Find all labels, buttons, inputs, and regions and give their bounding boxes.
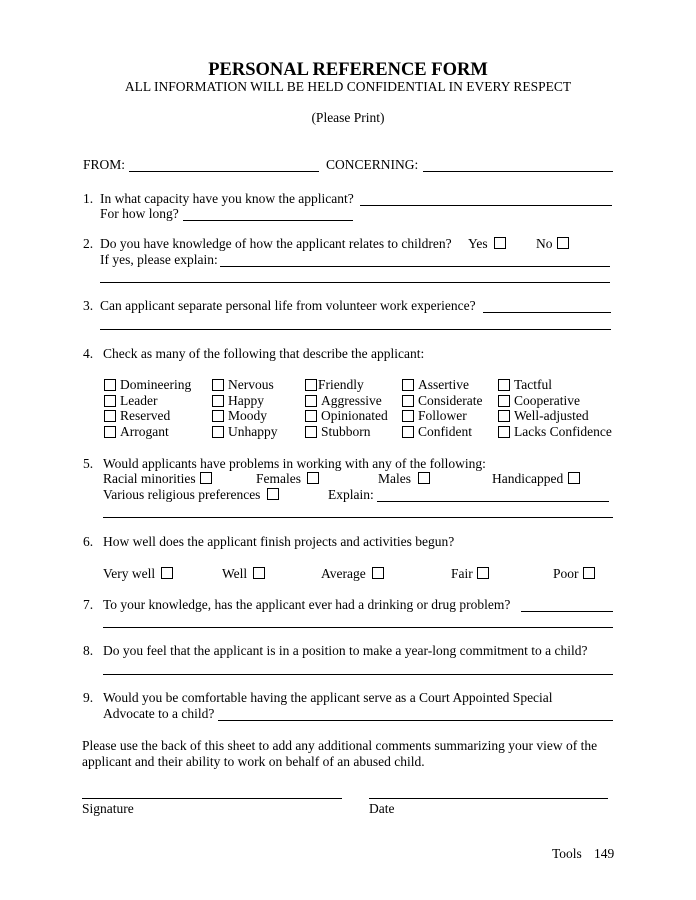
q2-sub-text: If yes, please explain:	[100, 252, 218, 267]
trait-checkbox[interactable]	[305, 379, 317, 391]
trait-checkbox[interactable]	[498, 395, 510, 407]
trait-label: Reserved	[120, 408, 171, 423]
q5-racial-label: Racial minorities	[103, 471, 196, 486]
q5-females-label: Females	[256, 471, 301, 486]
q6-average-label: Average	[321, 566, 366, 581]
q4-number: 4.	[83, 346, 94, 361]
trait-checkbox[interactable]	[212, 379, 224, 391]
trait-option[interactable]	[104, 377, 191, 393]
q9-answer-field[interactable]	[218, 720, 613, 721]
trait-option[interactable]	[212, 393, 264, 409]
trait-label: Unhappy	[228, 424, 278, 439]
trait-checkbox[interactable]	[402, 410, 414, 422]
trait-option[interactable]	[104, 393, 157, 409]
trait-checkbox[interactable]	[212, 410, 224, 422]
date-label: Date	[369, 801, 395, 816]
q1-text: In what capacity have you know the applicant?	[100, 191, 354, 206]
q7-answer-field[interactable]	[521, 611, 613, 612]
q6-very-well-label: Very well	[103, 566, 156, 581]
trait-label: Follower	[418, 408, 467, 423]
trait-option[interactable]	[104, 424, 169, 440]
trait-label: Happy	[228, 393, 264, 408]
date-field[interactable]	[369, 798, 608, 799]
q7-answer-line-2[interactable]	[103, 627, 613, 628]
trait-option[interactable]	[212, 424, 278, 440]
q6-well-checkbox[interactable]	[253, 567, 265, 579]
trait-option[interactable]	[402, 424, 472, 440]
trait-label: Leader	[120, 393, 158, 408]
trait-checkbox[interactable]	[212, 426, 224, 438]
trait-label: Arrogant	[120, 424, 169, 439]
signature-label: Signature	[82, 801, 134, 816]
comments-instruction: Please use the back of this sheet to add any additional comments summarizing your view of the	[82, 738, 598, 753]
q6-text: How well does the applicant finish projects and activities begun?	[103, 534, 455, 549]
q1-sub-text: For how long?	[100, 206, 179, 221]
trait-option[interactable]	[402, 377, 469, 393]
q5-number: 5.	[83, 456, 94, 471]
q5-explain-line-2[interactable]	[103, 517, 613, 518]
trait-checkbox[interactable]	[498, 426, 510, 438]
trait-checkbox[interactable]	[402, 379, 414, 391]
trait-checkbox[interactable]	[212, 395, 224, 407]
trait-checkbox[interactable]	[305, 426, 317, 438]
trait-label: Stubborn	[321, 424, 371, 439]
trait-checkbox[interactable]	[305, 395, 317, 407]
q6-number: 6.	[83, 534, 94, 549]
q5-text: Would applicants have problems in working with any of the following:	[103, 456, 486, 471]
trait-checkbox[interactable]	[498, 410, 510, 422]
signature-field[interactable]	[82, 798, 342, 799]
trait-option[interactable]	[402, 393, 482, 409]
trait-label: Tactful	[514, 377, 553, 392]
from-field[interactable]	[129, 171, 319, 172]
q5-racial-checkbox[interactable]	[200, 472, 212, 484]
q2-text: Do you have knowledge of how the applicant relates to children?	[100, 236, 452, 251]
q2-yes-checkbox[interactable]	[494, 237, 506, 249]
q2-number: 2.	[83, 236, 94, 251]
q8-answer-field[interactable]	[103, 674, 613, 675]
page-number: 149	[594, 846, 615, 861]
q6-well-label: Well	[222, 566, 248, 581]
q3-answer-field[interactable]	[483, 312, 611, 313]
q4-text: Check as many of the following that describe the applicant:	[103, 346, 425, 361]
trait-label: Friendly	[318, 377, 364, 392]
trait-option[interactable]	[402, 408, 467, 424]
trait-checkbox[interactable]	[104, 410, 116, 422]
trait-label: Moody	[228, 408, 268, 423]
q1-number: 1.	[83, 191, 94, 206]
q7-text: To your knowledge, has the applicant ever had a drinking or drug problem?	[103, 597, 511, 612]
q5-religious-label: Various religious preferences	[103, 487, 261, 502]
q1-capacity-field[interactable]	[360, 205, 612, 206]
q2-yes-label: Yes	[468, 236, 488, 251]
trait-label: Confident	[418, 424, 472, 439]
concerning-label: CONCERNING:	[326, 157, 419, 172]
q5-religious-checkbox[interactable]	[267, 488, 279, 500]
trait-option[interactable]	[212, 408, 267, 424]
trait-label: Assertive	[418, 377, 469, 392]
q5-handicapped-label: Handicapped	[492, 471, 564, 486]
q6-very-well-checkbox[interactable]	[161, 567, 173, 579]
q2-explain-field[interactable]	[220, 266, 610, 267]
q5-handicapped-checkbox[interactable]	[568, 472, 580, 484]
trait-option[interactable]	[305, 408, 388, 424]
q6-fair-checkbox[interactable]	[477, 567, 489, 579]
q3-number: 3.	[83, 298, 94, 313]
trait-label: Well-adjusted	[514, 408, 589, 423]
trait-checkbox[interactable]	[104, 379, 116, 391]
trait-label: Aggressive	[321, 393, 382, 408]
trait-checkbox[interactable]	[498, 379, 510, 391]
trait-option[interactable]	[212, 377, 274, 393]
q6-fair-label: Fair	[451, 566, 473, 581]
q5-explain-field[interactable]	[377, 501, 609, 502]
from-label: FROM:	[83, 157, 126, 172]
trait-label: Nervous	[228, 377, 274, 392]
q8-number: 8.	[83, 643, 94, 658]
footer-label: Tools	[552, 846, 582, 861]
q9-text: Would you be comfortable having the applicant serve as a Court Appointed Special	[103, 690, 553, 705]
trait-option[interactable]	[104, 408, 170, 424]
trait-checkbox[interactable]	[104, 426, 116, 438]
q6-poor-checkbox[interactable]	[583, 567, 595, 579]
q1-how-long-field[interactable]	[183, 220, 353, 221]
trait-label: Domineering	[120, 377, 192, 392]
trait-option[interactable]	[305, 393, 382, 409]
q7-number: 7.	[83, 597, 94, 612]
q2-no-label: No	[536, 236, 553, 251]
trait-option[interactable]	[305, 424, 371, 440]
q5-explain-label: Explain:	[328, 487, 374, 502]
trait-option[interactable]	[498, 424, 612, 440]
trait-option[interactable]	[498, 408, 589, 424]
q5-males-checkbox[interactable]	[418, 472, 430, 484]
trait-option[interactable]	[498, 393, 580, 409]
q5-males-label: Males	[378, 471, 411, 486]
comments-instruction-2: applicant and their ability to work on behalf of an abused child.	[82, 754, 425, 769]
q9-sub-text: Advocate to a child?	[103, 706, 215, 721]
trait-label: Opinionated	[321, 408, 388, 423]
trait-label: Cooperative	[514, 393, 580, 408]
trait-checkbox[interactable]	[402, 426, 414, 438]
q2-explain-line-2[interactable]	[100, 282, 610, 283]
trait-label: Lacks Confidence	[514, 424, 612, 439]
trait-checkbox[interactable]	[402, 395, 414, 407]
trait-option[interactable]	[305, 377, 364, 393]
concerning-field[interactable]	[423, 171, 613, 172]
q9-number: 9.	[83, 690, 94, 705]
q5-females-checkbox[interactable]	[307, 472, 319, 484]
q6-poor-label: Poor	[553, 566, 579, 581]
print-note: (Please Print)	[311, 110, 385, 125]
q8-text: Do you feel that the applicant is in a position to make a year-long commitment to a child?	[103, 643, 588, 658]
q2-no-checkbox[interactable]	[557, 237, 569, 249]
trait-option[interactable]	[498, 377, 552, 393]
q3-answer-line-2[interactable]	[100, 329, 611, 330]
page-title: PERSONAL REFERENCE FORM	[208, 60, 488, 80]
trait-checkbox[interactable]	[305, 410, 317, 422]
trait-label: Considerate	[418, 393, 483, 408]
q3-text: Can applicant separate personal life from volunteer work experience?	[100, 298, 476, 313]
confidential-note: ALL INFORMATION WILL BE HELD CONFIDENTIAL IN EVERY RESPECT	[124, 79, 572, 94]
trait-checkbox[interactable]	[104, 395, 116, 407]
q6-average-checkbox[interactable]	[372, 567, 384, 579]
